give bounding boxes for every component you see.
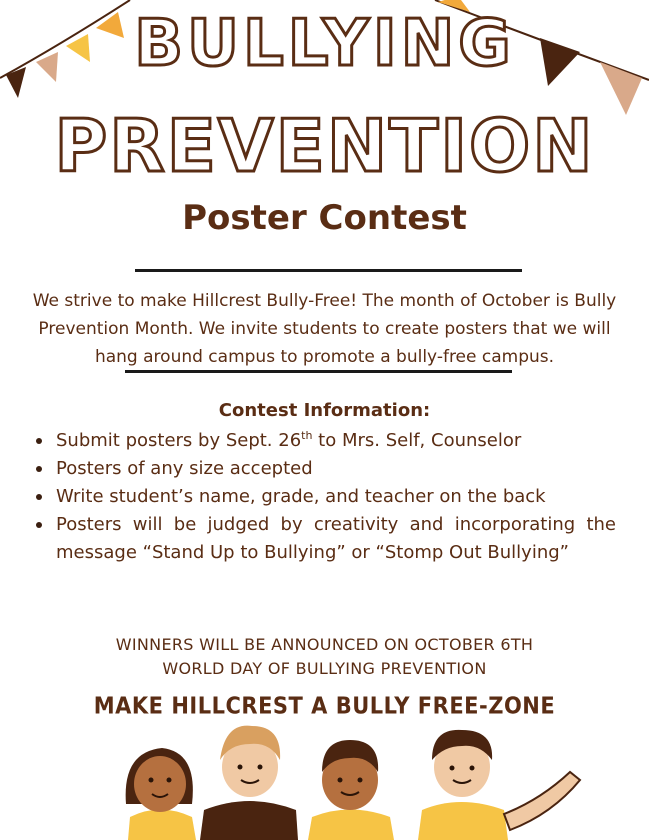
title-line-2: PREVENTION <box>54 104 595 188</box>
winners-line-2: WORLD DAY OF BULLYING PREVENTION <box>162 659 487 678</box>
title-line-1: BULLYING <box>134 7 515 81</box>
list-item: Submit posters by Sept. 26th to Mrs. Self, Counselor <box>32 427 616 455</box>
contest-info-list <box>32 427 616 567</box>
contest-info-heading: Contest Information: <box>218 400 431 421</box>
list-item: Write student’s name, grade, and teacher on the back <box>32 483 616 511</box>
intro-paragraph: We strive to make Hillcrest Bully-Free! The month of October is Bully Prevention Month. We invite students to create posters that we will hang around campus to promote a bully-free campus. <box>32 291 617 367</box>
divider-top <box>135 269 522 272</box>
slogan: MAKE HILLCREST A BULLY FREE-ZONE <box>93 692 556 720</box>
divider-middle <box>125 370 512 373</box>
subtitle: Poster Contest <box>182 198 467 238</box>
kids-illustration-icon <box>100 722 590 840</box>
list-item: Posters of any size accepted <box>32 455 616 483</box>
list-item: Posters will be judged by creativity and incorporating the message “Stand Up to Bullying” or “Stomp Out Bullying” <box>32 511 616 567</box>
winners-announcement <box>0 633 649 681</box>
winners-line-1: WINNERS WILL BE ANNOUNCED ON OCTOBER 6TH <box>115 635 534 654</box>
